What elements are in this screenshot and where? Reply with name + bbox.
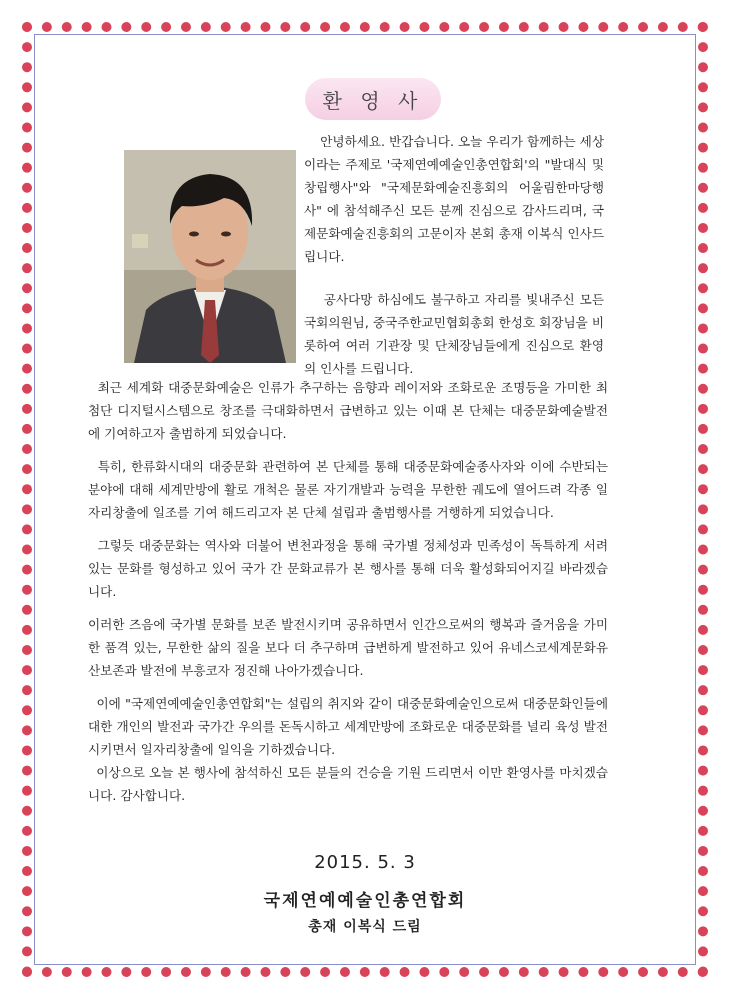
document-content	[48, 40, 682, 960]
paragraph-text: 이러한 즈음에 국가별 문화를 보존 발전시키며 공유하면서 인간으로써의 행복과 즐거움을 가미한 품격 있는, 무한한 삶의 질을 보다 더 추구하며 급변하게 발전하고 있어 유네스코세계문화유산보존과 발전에 부흥코자 정진해 나아가겠습니다.	[88, 617, 608, 678]
portrait-photo-icon	[124, 150, 296, 363]
paragraph-text: 그렇듯 대중문화는 역사와 더불어 변천과정을 통해 국가별 정체성과 민족성이 독특하게 서려있는 문화를 형성하고 있어 국가 간 문화교류가 본 행사를 통해 더욱 활성화되어지길 바라겠습니다.	[88, 538, 608, 599]
page-title: 환 영 사	[322, 88, 424, 113]
document-date: 2015. 5. 3	[314, 852, 416, 873]
organization-name: 국제연예예술인총연합회	[263, 891, 467, 911]
intro-paragraph-1	[304, 130, 609, 268]
intro-paragraph-2	[304, 288, 609, 380]
portrait-illustration	[124, 150, 296, 363]
paragraph-text: 안녕하세요. 반갑습니다. 오늘 우리가 함께하는 세상이라는 주제로 '국제연예예술인총연합회'의 "발대식 및 창립행사"와 "국제문화예술진흥회의 어울림한마당행사" 에 참석해주신 모든 분께 진심으로 감사드리며, 국제문화예술진흥회의 고문이자 본회 총재 이복식 인사드립니다.	[304, 134, 609, 264]
paragraph-text: 최근 세계화 대중문화예술은 인류가 추구하는 음향과 레이저와 조화로운 조명등을 가미한 최첨단 디지털시스템으로 창조를 극대화하면서 급변하고 있는 이때 본 단체는 대중문화예술발전에 기여하고자 출범하게 되었습니다.	[88, 380, 608, 441]
paragraph-text: 특히, 한류화시대의 대중문화 관련하여 본 단체를 통해 대중문화예술종사자와 이에 수반되는 분야에 대해 세계만방에 활로 개척은 물론 자기개발과 능력을 무한한 궤도에 열어드려 각종 일자리창출에 일조를 기여 해드리고자 본 단체 설립과 출범행사를 거행하게 되었습니다.	[88, 459, 613, 520]
signer-line: 총재 이복식 드림	[308, 919, 422, 935]
body-paragraphs	[88, 376, 613, 817]
title-banner	[305, 78, 441, 120]
paragraph-text: 공사다망 하심에도 불구하고 자리를 빛내주신 모든 국회의원님, 중국주한교민협회총회 한성호 회장님을 비롯하여 여러 기관장 및 단체장님들에게 진심으로 환영의 인사를 드립니다.	[304, 292, 609, 376]
paragraph-text: 이에 "국제연예예술인총연합회"는 설립의 취지와 같이 대중문화예술인으로써 대중문화인들에 대한 개인의 발전과 국가간 우의를 돈독시하고 세계만방에 조화로운 대중문화를 널리 육성 발전시키면서 일자리창출에 일익을 기하겠습니다. 이상으로 오늘 본 행사에 참석하신 모든 분들의 건승을 기원 드리면서 이만 환영사를 마치겠습니다. 감사합니다.	[88, 696, 609, 803]
